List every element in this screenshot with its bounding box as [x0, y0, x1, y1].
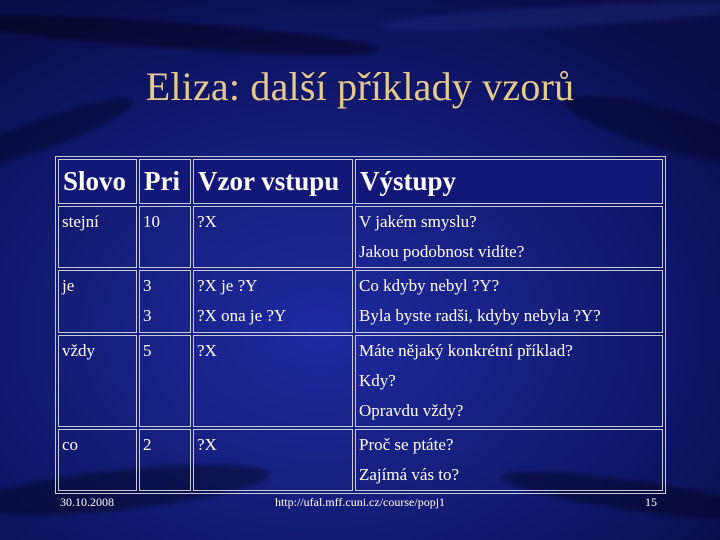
header-pri: Pri	[139, 159, 191, 204]
patterns-table	[55, 156, 666, 494]
cell-slovo: je	[58, 270, 137, 333]
table-header-row	[58, 159, 663, 204]
cell-vzor: ?X	[193, 429, 353, 491]
cell-pri: 2	[139, 429, 191, 491]
cell-vzor: ?X	[193, 206, 353, 268]
cell-pri: 3 3	[139, 270, 191, 333]
table-row	[58, 335, 663, 427]
header-vystupy: Výstupy	[355, 159, 663, 204]
slide-number: 15	[645, 495, 657, 509]
cell-vystupy: V jakém smyslu? Jakou podobnost vidíte?	[355, 206, 663, 268]
slide-title: Eliza: další příklady vzorů	[145, 64, 575, 109]
table-row	[58, 206, 663, 268]
cell-vzor: ?X je ?Y ?X ona je ?Y	[193, 270, 353, 333]
cell-pri: 10	[139, 206, 191, 268]
header-slovo: Slovo	[58, 159, 137, 204]
cell-vystupy: Proč se ptáte? Zajímá vás to?	[355, 429, 663, 491]
cell-slovo: co	[58, 429, 137, 491]
table-row	[58, 429, 663, 491]
cell-vzor: ?X	[193, 335, 353, 427]
footer-date: 30.10.2008	[60, 495, 114, 509]
header-vzor-vstupu: Vzor vstupu	[193, 159, 353, 204]
table-row	[58, 270, 663, 333]
cell-vystupy: Máte nějaký konkrétní příklad? Kdy? Opravdu vždy?	[355, 335, 663, 427]
cell-slovo: vždy	[58, 335, 137, 427]
cell-vystupy: Co kdyby nebyl ?Y? Byla byste radši, kdyby nebyla ?Y?	[355, 270, 663, 333]
cell-pri: 5	[139, 335, 191, 427]
cell-slovo: stejní	[58, 206, 137, 268]
footer-url: http://ufal.mff.cuni.cz/course/popj1	[274, 495, 446, 509]
